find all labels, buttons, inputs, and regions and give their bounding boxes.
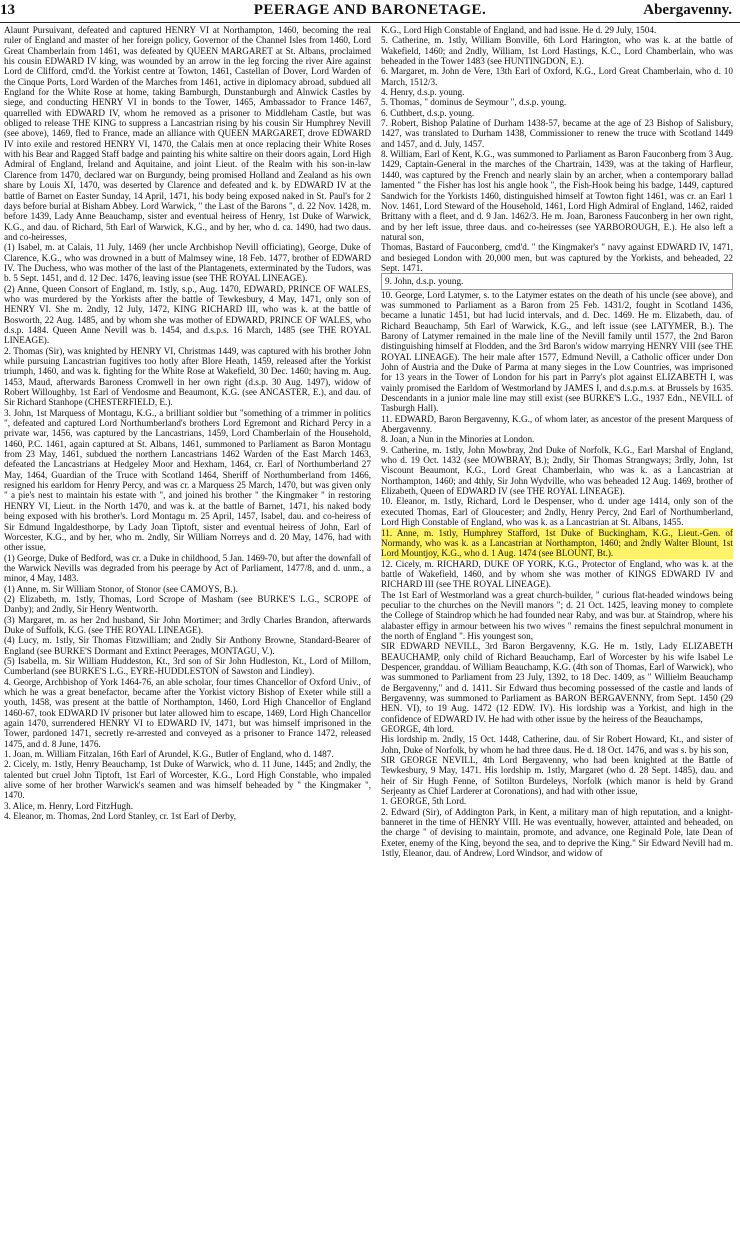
paragraph: (1) George, Duke of Bedford, was cr. a Duke in childhood, 5 Jan. 1469-70, but after the downfall of the Warwick Nevills was degraded from his peerage by Act of Parliament, 1477/8, and d. unm., a minor, 4 May, 1483.	[4, 552, 371, 584]
paragraph: 12. Cicely, m. RICHARD, DUKE OF YORK, K.G., Protector of England, who was k. at the battle of Wakefield, 1460, and by whom she was mother of KINGS EDWARD IV and RICHARD III (see THE ROYAL LINEAGE).	[381, 558, 733, 590]
paragraph: (1) Isabel, m. at Calais, 11 July, 1469 (her uncle Archbishop Nevill officiating), George, Duke of Clarence, K.G., who was drowned in a butt of Malmsey wine, 18 Feb. 1477, brother of EDWARD IV. The Duchess, who was mother of the last of the Plantagenets, exterminated by the Tudors, was b. 5 Sept. 1451, and d. 12 Dec. 1476, leaving issue (see THE ROYAL LINEAGE).	[4, 242, 371, 284]
paragraph: (3) Margaret, m. as her 2nd husband, Sir John Mortimer; and 3rdly Charles Brandon, afterwards Duke of Suffolk, K.G. (see THE ROYAL LINEAGE).	[4, 614, 371, 635]
paragraph: 10. Eleanor, m. 1stly, Richard, Lord le Despenser, who d. under age 1414, only son of the executed Thomas, Earl of Gloucester; and 2ndly, Henry Percy, 2nd Earl of Northumberland, Lord High Constable of England, who was k. as a Lancastrian at St. Albans, 1455.	[381, 496, 733, 528]
paragraph: K.G., Lord High Constable of England, and had issue. He d. 29 July, 1504.	[381, 25, 657, 35]
paragraph: 3. John, 1st Marquess of Montagu, K.G., a brilliant soldier but "something of a trimmer in politics ", defeated and captured Lord Northumberland's brothers Lord Egremont and Richard Percy in a private war, 1456, was captured by the Lancastrians, 1459, Lord Chamberlain of the Household, 1460, P.C. 1461, again captured at St. Albans, 1461, summoned to Parliament as Baron Montagu from 23 May, 1461, subdued the northern Lancastrians 1462 Warden of the East March 1463, defeated the Lancastrians at Hedgeley Moor and Hexham, 1464, cr. Earl of Northumberland 27 May, 1464, Guardian of the Truce with Scotland 1464, Sheriff of Northumberland from 1466, resigned his earldom for Henry Percy, and was cr. a Marquess 25 March, 1470, but was given only " a pie's nest to maintain his estate with ", and joined his brother " the Kingmaker " in restoring HENRY VI, Lieut. in the North 1470, and was k. at the battle of Barnet, 1471, his naked body being exposed with his brother's. Lord Montagu m. 25 April, 1457, Isabel, dau. and co-heiress of Sir Edmund Ingaldesthorpe, by Lady Joan Tiptoft, sister and eventual heiress of John, Earl of Worcester, K.G., and by her, who m. 2ndly, Sir William Norreys and d. 20 May, 1476, had with other issue,	[4, 407, 371, 553]
paragraph: SIR EDWARD NEVILL, 3rd Baron Bergavenny, K.G. He m. 1stly, Lady ELIZABETH BEAUCHAMP, only child of Richard Beauchamp, Earl of Worcester by his wife Isabel Le Despencer, granddau. of William Beauchamp, K.G. (4th son of Thomas, Earl of Warwick), who was summoned to Parliament from 23 July, 1392, to 18 Dec. 1409, as " Willielm Beauchamp de Bergavenny," and d. 1411. Sir Edward thus becoming possessed of the castle and lands of Bergavenny, was summoned to Parliament as BARON BERGAVENNY, from Sept. 1450 (29 HEN. VI), to 19 Aug. 1472 (12 EDW. IV). His lordship was a Yorkist, and high in the confidence of EDWARD IV. He had with other issue by the heiress of the Beauchamps,	[381, 641, 733, 724]
running-head: Abergavenny.	[643, 2, 732, 18]
paragraph: GEORGE, 4th lord.	[381, 724, 454, 735]
page-number: 13	[0, 2, 15, 18]
paragraph: SIR GEORGE NEVILL, 4th Lord Bergavenny, who had been knighted at the Battle of Tewkesbury, 9 May, 1471. His lordship m. 1stly, Margaret (who d. 28 Sept. 1485), dau. and heir of Sir Hugh Fenne, of Sotilton Burdeleys, Norfolk (which manor is held by Grand Serjeanty as Chief Larderer at Coronations), and had with other issue,	[381, 755, 733, 797]
paragraph: 9. Catherine, m. 1stly, John Mowbray, 2nd Duke of Norfolk, K.G., Earl Marshal of England, who d. 19 Oct. 1432 (see MOWBRAY, B.); 2ndly, Sir Thomas Strangways; 3rdly, John, 1st Viscount Beaumont, K.G., Lord Great Chamberlain, who was k. as a Lancastrian at Northampton, 1460; and 4thly, Sir John Wydville, who was beheaded 12 Aug. 1469, brother of Elizabeth, Queen of EDWARD IV (see THE ROYAL LINEAGE).	[381, 444, 733, 497]
paragraph: 6. Cuthbert, d.s.p. young.	[381, 107, 475, 118]
paragraph: (2) Elizabeth, m. 1stly, Thomas, Lord Scrope of Masham (see BURKE'S L.G., SCROPE of Danby); and 2ndly, Sir Henry Wentworth.	[4, 593, 371, 615]
paragraph: 5. Thomas, " dominus de Seymour ", d.s.p. young.	[381, 97, 567, 108]
paragraph: 4. Henry, d.s.p. young.	[381, 87, 465, 98]
paragraph: The 1st Earl of Westmorland was a great church-builder, " curious flat-headed windows being peculiar to the churches on the Nevill manors "; d. 21 Oct. 1425, leaving money to complete the College of Staindrop which he had founded near Raby, and was bur. at Staindrop, where his alabaster effigy in armour between his two wives " remains the finest sepulchral monument in the north of England ". His youngest son,	[381, 589, 733, 641]
paragraph: 2. Thomas (Sir), was knighted by HENRY VI, Christmas 1449, was captured with his brother John while pursuing Lancastrian fugitives too hotly after Blore Heath, 1459, released after the Yorkist triumph, 1460, and was k. fighting for the White Rose at Wakefield, 30 Dec. 1460; having m. Aug. 1453, Maud, afterwards Baroness Cromwell in her own right (d.s.p. 30 Aug. 1497), widow of Robert Willoughby, 1st Earl of Vendosme and Beaumont, K.G. (see ANCASTER, E.), and dau. of Sir Richard Stanhope (CHESTERFIELD, E.).	[4, 345, 371, 408]
paragraph: (1) Anne, m. Sir William Stonor, of Stonor (see CAMOYS, B.).	[4, 583, 238, 594]
paragraph: Alaunt Pursuivant, defeated and captured HENRY VI at Northampton, 1460, becoming the real ruler of England and master of her foreign policy, Governor of the Channel Isles from 1460, Lord Great Chamberlain from 1461, was defeated by QUEEN MARGARET at St. Albans, proclaimed his cousin EDWARD IV king, was wounded by an arrow in the leg forcing the river Aire against Lord de Clifford, cmd'd. the Yorkist centre at Towton, 1461, Castellan of Dover, Lord Warden of the Cinque Ports, Lord Warden of the Marches from 1461, active in diplomacy abroad, subdued all England for the White Rose at home, taking Bamburgh, Dunstanburgh and Alnwick Castles by siege, and conducting HENRY VI in bonds to the Tower, 1465, Ambassador to France 1467, quarrelled with EDWARD IV, whom he removed as a prisoner to Middleham Castle, but was obliged to release THE KING to suppress a Lancastrian rising by his cousin Sir Humphrey Nevill (see above), 1469, fled to France, made an alliance with QUEEN MARGARET, drove EDWARD IV into exile and restored HENRY VI, 1470, the Calais men at once replacing their White Roses with his Bear and Ragged Staff badge and painting his white saltire on their doors again, Lord High Admiral of England, Ireland and Aquitaine, and joint Lieut. of the Realm with his son-in-law Clarence from 1470, declared war on Burgundy, being promised Holland and Zealand as his own share by Louis XI, 1470, was deserted by Clarence and defeated and k. by EDWARD IV at the battle of Barnet on Easter Sunday, 14 April, 1471, his body being exposed naked in St. Paul's for 2 days before burial at Bisham Abbey. Lord Warwick, " the Last of the Barons ", d. 22 Nov. 1428, m. before 1439, Lady Anne Beauchamp, sister and eventual heiress of Henry, 1st Duke of Warwick, K.G., and dau. of Richard, 5th Earl of Warwick, K.G., and by her, who d. ca. 1490, had two daus. and co-heiresses,	[4, 25, 371, 242]
paragraph: 8. Joan, a Nun in the Minories at London.	[381, 434, 535, 445]
page-title: PEERAGE AND BARONETAGE.	[253, 2, 487, 18]
paragraph: His lordship m. 2ndly, 15 Oct. 1448, Catherine, dau. of Sir Robert Howard, Kt., and sister of John, Duke of Norfolk, by whom he had three daus. He d. 18 Oct. 1476, and was s. by his son,	[381, 734, 733, 755]
paragraph: 11. EDWARD, Baron Bergavenny, K.G., of whom later, as ancestor of the present Marquess of Abergavenny.	[381, 413, 733, 435]
paragraph: 1. Joan, m. William Fitzalan, 16th Earl of Arundel, K.G., Butler of England, who d. 1487.	[4, 749, 334, 760]
right-column	[381, 25, 733, 1241]
paragraph: (5) Isabella, m. Sir William Huddeston, Kt., 3rd son of Sir John Hudleston, Kt., Lord of Millom, Cumberland (see BURKE'S L.G., EYRE-HUDDLESTON of Sawston and Lindley).	[4, 655, 371, 677]
left-column	[4, 25, 371, 1241]
paragraph: 3. Alice, m. Henry, Lord FitzHugh.	[4, 800, 134, 811]
paragraph: 10. George, Lord Latymer, s. to the Latymer estates on the death of his uncle (see above), and was summoned to Parliament as a Baron from 25 Feb. 1431/2, fought in Scotland 1436, became a lunatic 1451, but had lucid intervals, and d. Dec. 1469. He m. Elizabeth, dau. of Richard Beauchamp, 5th Earl of Warwick, K.G., and left issue (see LATYMER, B.). The Barony of Latymer remained in the male line of the Nevill family until 1577, the 2nd Baron distinguishing himself at Flodden, and the 3rd Baron's widow marrying HENRY VIII (see THE ROYAL LINEAGE). The heir male after 1577, Edmund Nevill, a Catholic officer under Don John of Austria and the Duke of Parma at many sieges in the Low Countries, was imprisoned for 13 years in the Tower of London for his part in Parry's plot against ELIZABETH I, was vainly promised the Earldom of Westmorland by JAMES I, and d.s.p.m.s. at Brussels by 1635. Descendants in a junior male line may still exist (see BURKE'S L.G., 1937 Edn., NEVILL of Tasburgh Hall).	[381, 289, 733, 414]
paragraph: 4. George, Archbishop of York 1464-76, an able scholar, four times Chancellor of Oxford Univ., of which he was a great benefactor, became after the Yorkist victory Bishop of Exeter while still a youth, 1458, was present at the battle of Northampton, 1460, Lord High Chancellor of England 1460-67, took EDWARD IV prisoner but later allowed him to escape, 1469, Lord High Chancellor again 1470, surrendered HENRY VI to EDWARD IV, 1471, but was himself imprisoned in the Tower, pardoned 1471, secretly re-arrested and conveyed as a prisoner to France 1472, released 1475, and d. 8 June, 1476.	[4, 676, 371, 749]
paragraph: (2) Anne, Queen Consort of England, m. 1stly, s.p., Aug. 1470, EDWARD, PRINCE OF WALES, who was murdered by the Yorkists after the battle of Tewkesbury, 4 May, 1471, only son of HENRY VI. She m. 2ndly, 12 July, 1472, KING RICHARD III, who was k. at the battle of Bosworth, 22 Aug. 1485, and by whom she was mother of EDWARD, PRINCE OF WALES, who d.s.p. 1484. Queen Anne Nevill was b. 1454, and d.s.p.s. 16 March, 1485 (see THE ROYAL LINEAGE).	[4, 283, 371, 346]
paragraph: 2. Edward (Sir), of Addington Park, in Kent, a military man of high reputation, and a knight-banneret in the time of HENRY VIII. He was eventually, however, attainted and beheaded, on the charge " of devising to maintain, promote, and advance, one Reginald Pole, late Dean of Exeter, enemy of the King, beyond the sea, and to deprive the King." Sir Edward Nevill had m. 1stly, Eleanor, dau. of Andrew, Lord Windsor, and widow of	[381, 806, 733, 859]
paragraph: Thomas, Bastard of Fauconberg, cmd'd. " the Kingmaker's " navy against EDWARD IV, 1471, and besieged London with 20,000 men, but was captured by the Yorkists, and beheaded, 22 Sept. 1471.	[381, 242, 733, 273]
paragraph: 4. Eleanor, m. Thomas, 2nd Lord Stanley, cr. 1st Earl of Derby,	[4, 811, 236, 822]
paragraph: 2. Cicely, m. 1stly, Henry Beauchamp, 1st Duke of Warwick, who d. 11 June, 1445; and 2ndly, the talented but cruel John Tiptoft, 1st Earl of Worcester, K.G., Lord High Constable, who impaled alive some of her brother Warwick's seamen and was himself beheaded by " the Kingmaker ", 1470.	[4, 759, 371, 801]
highlighted-paragraph: 11. Anne, m. 1stly, Humphrey Stafford, 1st Duke of Buckingham, K.G., Lieut.-Gen. of Normandy, who was k. as a Lancastrian at Northampton, 1460; and 2ndly Walter Blount, 1st Lord Mountjoy, K.G., who d. 1 Aug. 1474 (see BLOUNT, Bt.).	[381, 527, 733, 559]
paragraph: 7. Robert, Bishop Palatine of Durham 1438-57, became at the age of 23 Bishop of Salisbury, 1427, was translated to Durham 1438, Commissioner to renew the truce with Scotland 1449 and 1457, and d. July, 1457.	[381, 118, 733, 149]
paragraph: (4) Lucy, m. 1stly, Sir Thomas Fitzwilliam; and 2ndly Sir Anthony Browne, Standard-Bearer of England (see BURKE'S Dormant and Extinct Peerages, MONTAGU, V.).	[4, 635, 371, 656]
paragraph: 5. Catherine, m. 1stly, William Bonville, 6th Lord Harington, who was k. at the battle of Wakefield, 1460; and 2ndly, William, 1st Lord Hastings, K.C., Lord Chamberlain, who was beheaded in the Tower 1483 (see HUNTINGDON, E.).	[381, 35, 733, 67]
paragraph: 8. William, Earl of Kent, K.G., was summoned to Parliament as Baron Fauconberg from 3 Aug. 1429, Captain-General in the marches of the Chartrain, 1439, was at the taking of Harfleur, 1440, was captured by the French and nearly slain by an archer, when a contemporary ballad lamented " the Fisher has lost his angle hook ", the Fish-Hook being his badge, 1449, captured Sandwich for the Yorkists 1460, distinguished himself at Towton fight 1461, was cr. an Earl 1 Nov. 1461, Lord Steward of the Household, 1461, Lord High Admiral of England, 1462, raided Brittany with a fleet, and d. 9 Jan. 1462/3. He m. Joan, Baroness Fauconberg in her own right, and by her left issue, three daus. and co-heiresses (see YARBOROUGH, E.). He also left a natural son,	[381, 149, 733, 242]
boxed-paragraph: 9. John, d.s.p. young.	[381, 273, 733, 289]
page-header	[0, 0, 740, 23]
paragraph: 1. GEORGE, 5th Lord.	[381, 796, 467, 807]
paragraph: 6. Margaret, m. John de Vere, 13th Earl of Oxford, K.G., Lord Great Chamberlain, who d. 10 March, 1512/3.	[381, 66, 733, 87]
